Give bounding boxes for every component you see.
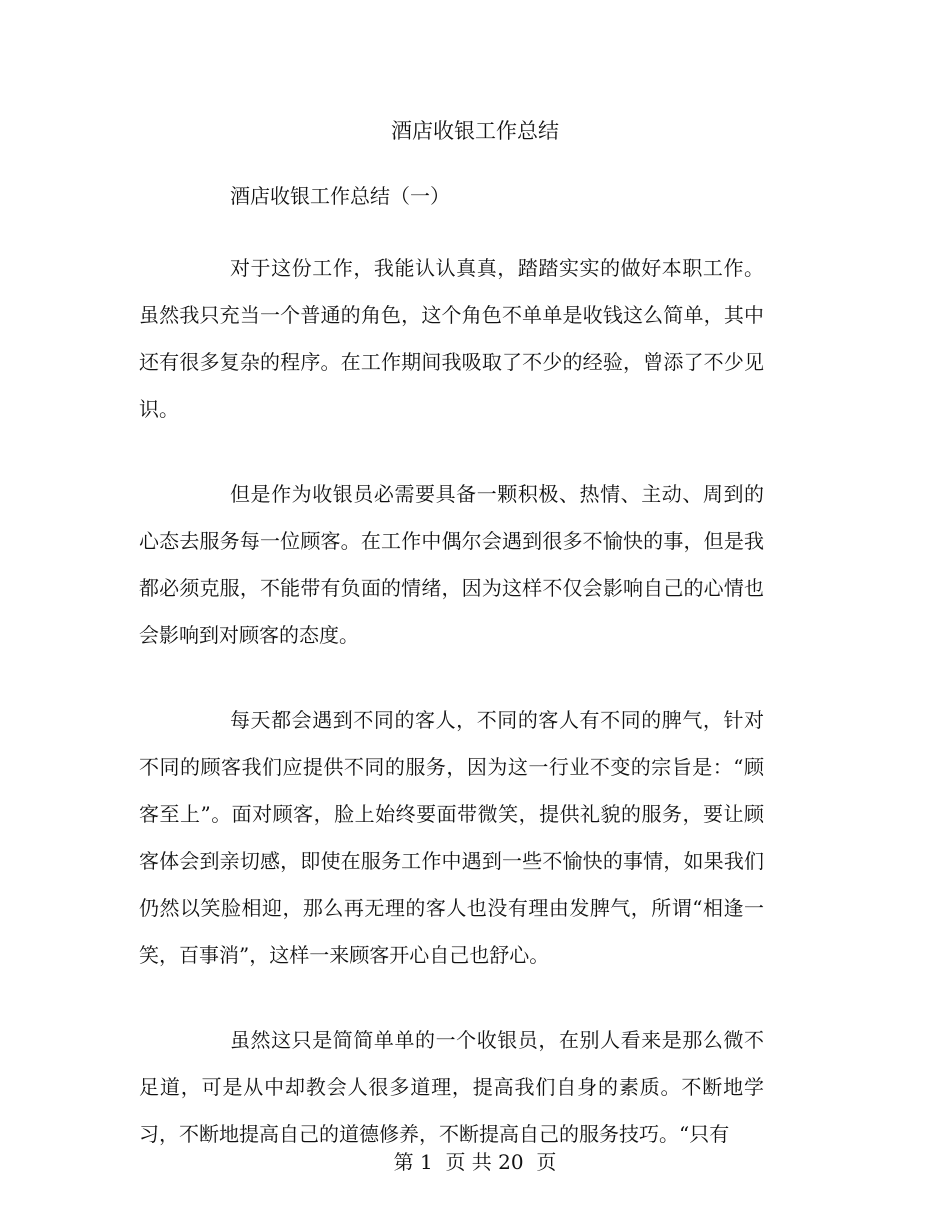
paragraph-1: 对于这份工作，我能认认真真，踏踏实实的做好本职工作。虽然我只充当一个普通的角色，这个角色不单单是收钱这么简单，其中还有很多复杂的程序。在工作期间我吸取了不少的经验，曾添了不少见识。	[139, 256, 764, 421]
paragraph-2: 但是作为收银员必需要具备一颗积极、热情、主动、周到的心态去服务每一位顾客。在工作中偶尔会遇到很多不愉快的事，但是我都必须克服，不能带有负面的情绪，因为这样不仅会影响自己的心情也会影响到对顾客的态度。	[139, 482, 764, 647]
paragraph-3: 每天都会遇到不同的客人，不同的客人有不同的脾气，针对不同的顾客我们应提供不同的服务，因为这一行业不变的宗旨是：“顾客至上”。面对顾客，脸上始终要面带微笑，提供礼貌的服务，要让顾客体会到亲切感，即使在服务工作中遇到一些不愉快的事情，如果我们仍然以笑脸相迎，那么再无理的客人也没有理由发脾气，所谓“相逢一笑，百事消”，这样一来顾客开心自己也舒心。	[139, 708, 764, 967]
page-number-footer: 第 1 页 共 20 页	[393, 1150, 557, 1174]
paragraph-4: 虽然这只是简简单单的一个收银员，在别人看来是那么微不足道，可是从中却教会人很多道理，提高我们自身的素质。不断地学习，不断地提高自己的道德修养，不断提高自己的服务技巧。“只有	[139, 1028, 764, 1146]
document-title: 酒店收银工作总结	[391, 119, 559, 143]
section-heading: 酒店收银工作总结（一）	[230, 184, 450, 208]
document-body	[139, 245, 764, 1158]
